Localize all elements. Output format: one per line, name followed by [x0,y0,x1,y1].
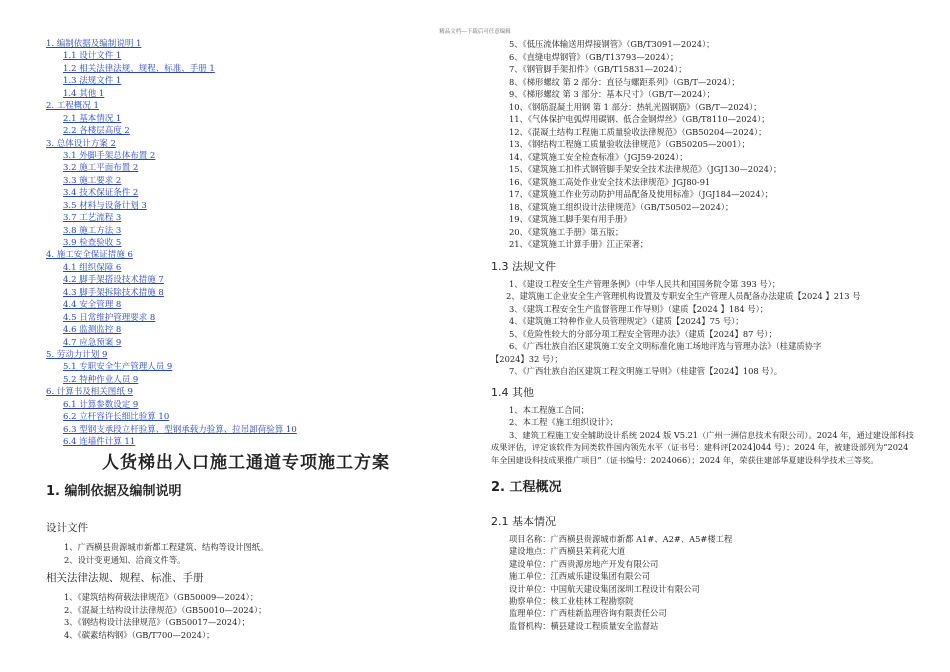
toc-link[interactable]: 4.4 安全管理 8 [63,300,122,311]
list-item: 7、《广西壮族自治区建筑工程文明施工导则》（桂建管【2024】108 号）。 [509,366,783,376]
toc-entry [46,113,446,125]
laws-heading: 相关法律法规、规程、标准、手册 [46,572,204,585]
design-files-list [46,541,446,566]
page-header-note: 精品文档---下载后可任意编辑 [439,29,511,35]
toc-entry [46,287,446,299]
toc-entry [46,386,446,398]
toc-entry [46,150,446,162]
left-column [46,38,446,641]
toc-entry [46,312,446,324]
toc-entry [46,162,446,174]
list-item: 4、《建筑施工特种作业人员管理规定》（建质【2024】75 号）； [509,316,744,326]
document-title: 人货梯出入口施工通道专项施工方案 [102,453,390,474]
toc-link[interactable]: 1.4 其他 1 [63,88,105,99]
toc-link[interactable]: 6.2 立杆容许长细比验算 10 [63,412,170,423]
other-list [491,404,916,467]
toc-link[interactable]: 4.1 组织保障 6 [63,262,122,273]
toc-link[interactable]: 5.1 专职安全生产管理人员 9 [63,362,173,373]
toc-link[interactable]: 6. 计算书及相关图纸 9 [46,387,133,398]
toc-entry [46,324,446,336]
toc-entry [46,299,446,311]
list-item: 5、《危险性较大的分部分项工程安全管理办法》（建质【2024】87 号）； [509,328,777,339]
toc-entry [46,361,446,373]
info-row: 建设地点：广西横县茉莉花大道 [509,546,626,557]
list-item: 7、《钢管脚手架扣件》（GB/T15831—2024）； [509,64,687,74]
right-column [491,38,916,632]
toc-link[interactable]: 2.2 各楼层高度 2 [63,126,130,137]
list-item: 1、《建设工程安全生产管理条例》（中华人民共和国国务院令第 393 号）； [509,278,781,289]
toc-link[interactable]: 5. 劳动力计划 9 [46,349,108,360]
list-item: 2、本工程《施工组织设计》； [509,417,618,427]
list-item: 12、《混凝土结构工程施工质量验收法律规范》（GB50204—2024）； [509,126,767,137]
other-heading: 1.4 其他 [491,385,534,399]
list-item: 1、《建筑结构荷载法律规范》（GB50009—2024）； [64,592,259,603]
toc-entry [46,374,446,386]
toc-link[interactable]: 3.2 施工平面布置 2 [63,163,139,174]
list-item: 3、《钢结构设计法律规范》（GB50017—2024）； [64,617,250,628]
toc-entry [46,138,446,150]
list-item: 2、建筑施工企业安全生产管理机构设置及专职安全生产管理人员配备办法建质【2024 】213 号 [506,291,861,301]
toc-entry [46,63,446,75]
list-item: 6、《广西壮族自治区建筑施工安全文明标准化施工场地评选与管理办法》（桂建质协字 [509,341,822,351]
toc-entry [46,187,446,199]
toc-entry [46,274,446,286]
toc-entry [46,50,446,62]
info-row: 项目名称：广西横县贵源城市新都 A1#、A2#、A5#楼工程 [509,534,733,544]
toc-entry [46,100,446,112]
list-item: 10、《钢筋混凝土用钢 第 1 部分：热轧光圆钢筋》（GB/T—2024）； [509,101,762,112]
list-item: 17、《建筑施工作业劳动防护用品配备及使用标准》（JGJ184—2024）； [509,189,774,199]
toc-entry [46,424,446,436]
table-of-contents [46,38,446,448]
info-row: 施工单位：江西威乐建设集团有限公司 [509,571,651,582]
toc-link[interactable]: 1.2 相关法律法规、规程、标准、手册 1 [63,63,215,74]
list-item: 9、《梯形螺纹 第 3 部分：基本尺寸》（GB/T—2024）； [509,89,715,99]
basic-info-list [491,533,916,632]
toc-link[interactable]: 1.1 设计文件 1 [63,51,122,62]
info-row: 监理单位：广西桂新监理咨询有限责任公司 [509,608,667,619]
laws-list-right [491,38,916,251]
toc-link[interactable]: 3.3 施工要求 2 [63,175,122,186]
toc-link[interactable]: 3.8 施工方法 3 [63,225,122,236]
toc-link[interactable]: 3.4 技术保证条件 2 [63,188,139,199]
toc-link[interactable]: 3.1 外脚手架总体布置 2 [63,150,156,161]
list-item: 3、《建筑工程安全生产监督管理工作导则》（建质【2024 】184 号）； [509,303,769,314]
toc-link[interactable]: 6.1 计算参数设定 9 [63,399,139,410]
list-item: 13、《钢结构工程施工质量验收法律规范》（GB50205—2001）； [509,139,750,149]
section-2-heading: 2. 工程概况 [491,480,562,495]
toc-entry [46,175,446,187]
toc-entry [46,349,446,361]
list-item: 15、《建筑施工扣件式钢管脚手架安全技术法律规范》（JGJ130—2024）； [509,164,782,174]
toc-entry [46,237,446,249]
list-item: 1、本工程施工合同； [509,404,589,415]
list-item: 5、《低压流体输送用焊接钢管》（GB/T3091—2024）； [509,39,715,49]
toc-link[interactable]: 4.5 日常维护管理要求 8 [63,312,156,323]
laws-list-left [46,591,446,641]
info-row: 监督机构：横县建设工程质量安全监督站 [509,620,659,631]
toc-link[interactable]: 2. 工程概况 1 [46,101,99,112]
toc-link[interactable]: 1. 编制依据及编制说明 1 [46,39,142,49]
toc-link[interactable]: 4.3 脚手架拆除技术措施 8 [63,287,164,298]
toc-entry [46,399,446,411]
toc-link[interactable]: 5.2 特种作业人员 9 [63,374,139,385]
toc-entry [46,262,446,274]
toc-entry [46,436,446,448]
toc-link[interactable]: 4.2 脚手架搭设技术措施 7 [63,275,164,286]
toc-entry [46,249,446,261]
list-item: 8、《梯形螺纹 第 2 部分：直径与螺距系列》（GB/T—2024）； [509,76,740,87]
toc-entry [46,212,446,224]
design-files-heading: 设计文件 [46,522,88,535]
list-item: 2、设计变更通知、洽商文件等。 [64,554,186,565]
toc-entry [46,200,446,212]
list-item: 16、《建筑施工高处作业安全技术法律规范》JGJ80-91 [509,176,711,187]
toc-link[interactable]: 2.1 基本情况 1 [63,113,122,124]
list-item: 2、《混凝土结构设计法律规范》（GB50010—2024）； [64,604,267,615]
toc-entry [46,38,446,50]
info-row: 勘察单位：核工业桂林工程勘察院 [509,596,634,607]
section-1-heading: 1. 编制依据及编制说明 [46,484,182,500]
info-row: 设计单位：中国航天建设集团深圳工程设计有限公司 [509,583,700,594]
toc-entry [46,337,446,349]
list-item: 14、《建筑施工安全检查标准》（JGJ59-2024）； [509,151,688,162]
regulations-list [491,278,916,378]
toc-link[interactable]: 3.7 工艺流程 3 [63,213,122,224]
toc-entry [46,88,446,100]
regulations-heading: 1.3 法规文件 [491,259,556,273]
list-item: 11、《气体保护电弧焊用碳钢、低合金钢焊丝》（GB/T8110—2024）； [509,114,770,124]
toc-link[interactable]: 4.6 监测监控 8 [63,325,122,336]
toc-link[interactable]: 4.7 应急预案 9 [63,337,122,348]
toc-link[interactable]: 4. 施工安全保证措施 6 [46,250,133,261]
toc-link[interactable]: 3.5 材料与设备计划 3 [63,200,147,211]
software-paragraph: 3、建筑工程施工安全辅助设计系统 2024 版 V5.21（广州一洲信息技术有限公司）。2024 年，通过建设部科技成果评估，评定该软件为同类软件国内领先水平（证书号：建科评[2024]044 号）；2024 年，被建设部列为“2024 年全国建设科技成果推广项目”（证书编号：2024066）；2024 年，荣获住建部华夏建设科学技术三等奖。 [491,429,914,465]
toc-entry [46,225,446,237]
toc-entry [46,125,446,137]
list-item: 1、广西横县贵源城市新都工程建筑、结构等设计图纸。 [64,542,269,553]
list-item: 【2024】32 号）； [491,353,563,364]
list-item: 19、《建筑施工脚手架有用手册》 [509,214,632,224]
list-item: 4、《碳素结构钢》（GB/T700—2024）； [64,629,215,640]
toc-link[interactable]: 3. 总体设计方案 2 [46,138,116,149]
info-row: 建设单位：广西贵源房地产开发有限公司 [509,558,659,569]
toc-link[interactable]: 6.4 连墙件计算 11 [63,437,136,447]
toc-link[interactable]: 1.3 法规文件 1 [63,76,122,87]
list-item: 20、《建筑施工手册》第五版； [509,226,624,237]
toc-entry [46,411,446,423]
basic-info-heading: 2.1 基本情况 [491,515,556,528]
toc-entry [46,75,446,87]
toc-link[interactable]: 3.9 检查验收 5 [63,238,122,248]
toc-link[interactable]: 6.3 型钢支承段立杆验算、型钢承载力验算、拉吊卸荷验算 10 [63,424,297,435]
list-item: 6、《直缝电焊钢管》（GB/T13793—2024）； [509,51,679,62]
list-item: 18、《建筑施工组织设计法律规范》（GB/T50502—2024）； [509,201,734,212]
list-item: 21、《建筑施工计算手册》江正荣著； [509,239,649,249]
